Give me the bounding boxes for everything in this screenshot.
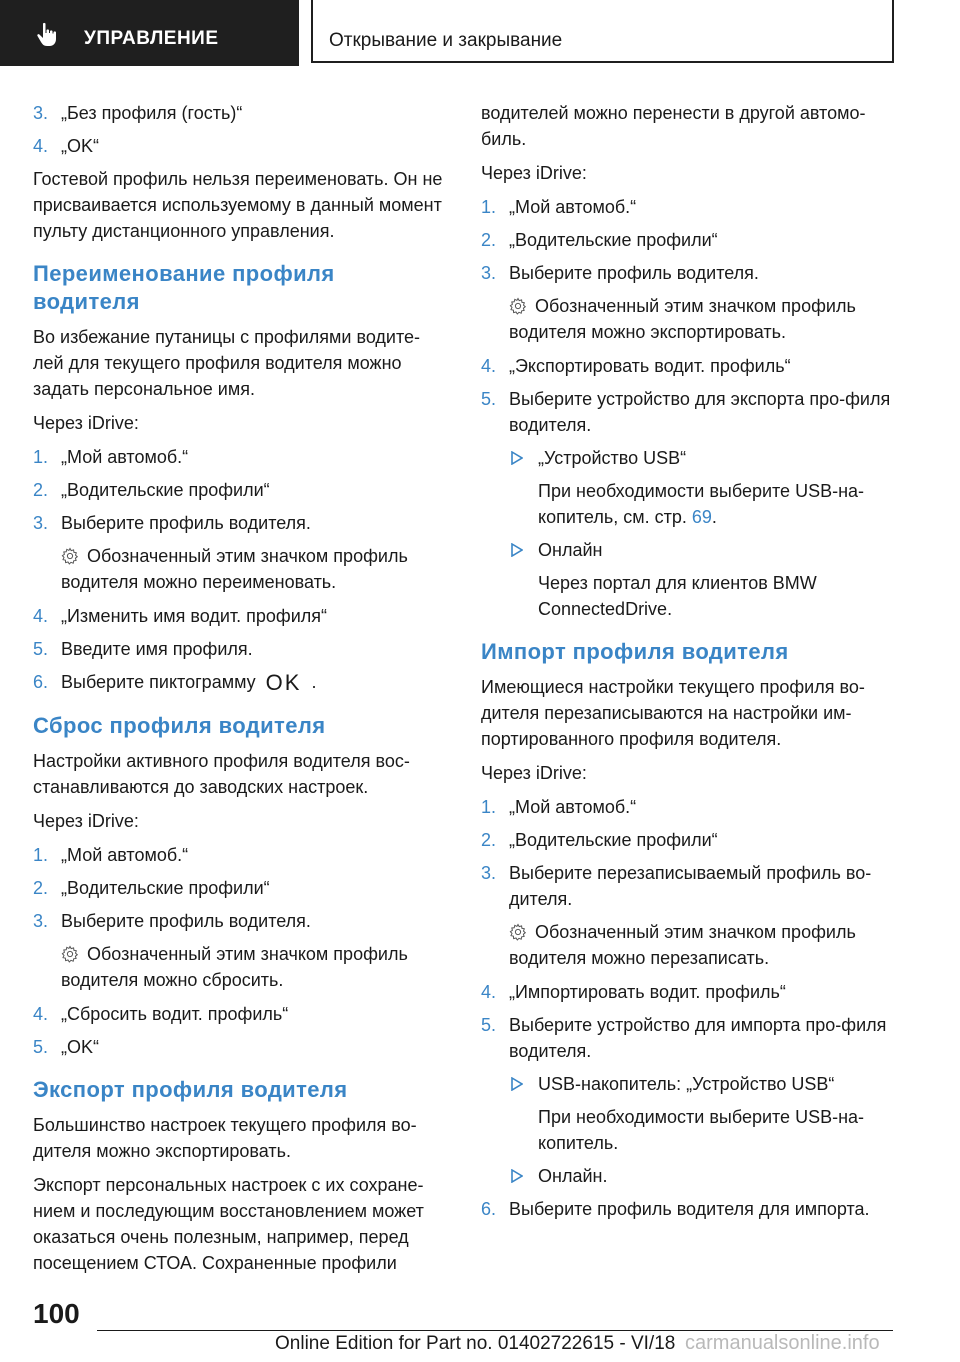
paragraph: Через iDrive:	[33, 413, 139, 433]
list-item	[481, 827, 893, 853]
list-number: 2.	[33, 878, 49, 898]
sub-item-title: USB-накопитель: „Устройство USB“	[538, 1074, 835, 1094]
triangle-bullet-icon	[511, 543, 523, 557]
list-number: 1.	[481, 797, 497, 817]
sub-item-desc	[481, 478, 893, 530]
list-number: 3.	[33, 911, 49, 931]
list-item	[481, 794, 893, 820]
list-text: Введите имя профиля.	[61, 639, 253, 659]
paragraph: водителей можно перенести в другой автомо-биль.	[481, 103, 866, 149]
paragraph: Экспорт персональных настроек с их сохране-нием и последующим восстановлением может оказаться очень полезным, например, перед посещением СТОА. Сохраненные профили	[33, 1175, 424, 1273]
list-item	[33, 1034, 445, 1060]
list-item	[33, 100, 445, 126]
note-text: Обозначенный этим значком профиль водителя можно переименовать.	[61, 546, 408, 592]
triangle-bullet-icon	[511, 1077, 523, 1091]
note-text: Обозначенный этим значком профиль водителя можно экспортировать.	[509, 296, 856, 342]
list-item	[33, 133, 445, 159]
list-item	[481, 227, 893, 253]
note-text: Обозначенный этим значком профиль водителя можно перезаписать.	[509, 922, 856, 968]
sub-item-title: „Устройство USB“	[538, 448, 687, 468]
section-heading: Переименование профиля водителя	[33, 261, 335, 314]
section-tab	[0, 0, 299, 66]
list-item	[33, 842, 445, 868]
sub-item-title: Онлайн.	[538, 1166, 608, 1186]
page-link[interactable]: 69	[691, 507, 712, 527]
section-heading: Импорт профиля водителя	[481, 639, 789, 664]
list-text: „Водительские профили“	[61, 480, 270, 500]
sub-item	[481, 537, 893, 563]
list-number: 4.	[33, 606, 49, 626]
list-text: „Мой автомоб.“	[61, 447, 189, 467]
note	[33, 543, 445, 595]
paragraph: Гостевой профиль нельзя переименовать. Он не присваивается используемому в данный момент пульту дистанционного управления.	[33, 169, 443, 241]
paragraph: Настройки активного профиля водителя вос-станавливаются до заводских настроек.	[33, 751, 410, 797]
list-text: Выберите профиль водителя.	[61, 513, 311, 533]
gear-icon	[61, 547, 79, 565]
list-text: „Сбросить водит. профиль“	[61, 1004, 289, 1024]
list-number: 3.	[481, 263, 497, 283]
right-column	[481, 100, 893, 1229]
list-item	[33, 444, 445, 470]
footer-divider	[97, 1330, 893, 1331]
page-number: 100	[33, 1298, 80, 1329]
paragraph: Через iDrive:	[481, 163, 587, 183]
list-text: Выберите пиктограмму	[61, 672, 256, 692]
sub-item-desc-text: При необходимости выберите USB-на-копитель, см. стр.	[538, 481, 865, 527]
section-title: УПРАВЛЕНИЕ	[84, 28, 219, 49]
section-heading: Сброс профиля водителя	[33, 713, 326, 738]
list-number: 3.	[33, 103, 49, 123]
list-number: 1.	[33, 447, 49, 467]
sub-item-desc-end: .	[711, 507, 717, 527]
list-text: „Водительские профили“	[509, 830, 718, 850]
list-text: „Водительские профили“	[509, 230, 718, 250]
list-number: 6.	[33, 672, 49, 692]
list-number: 5.	[481, 389, 497, 409]
triangle-bullet-icon	[511, 1169, 523, 1183]
list-text: Выберите профиль водителя.	[61, 911, 311, 931]
paragraph: Имеющиеся настройки текущего профиля во-дителя перезаписываются на настройки им-портированного профиля водителя.	[481, 677, 865, 749]
ok-pictogram: OK	[265, 670, 302, 695]
list-text: „Экспортировать водит. профиль“	[509, 356, 791, 376]
list-item	[481, 353, 893, 379]
list-text: „Изменить имя водит. профиля“	[61, 606, 328, 626]
list-item	[481, 386, 893, 438]
note	[481, 919, 893, 971]
list-number: 4.	[481, 982, 497, 1002]
sub-item	[481, 1163, 893, 1189]
list-item	[33, 669, 445, 696]
list-item	[33, 510, 445, 536]
list-text: Выберите устройство для импорта про-филя водителя.	[509, 1015, 887, 1061]
sub-item	[481, 445, 893, 471]
watermark: carmanualsonline.info	[685, 1332, 880, 1354]
page-header	[0, 0, 960, 66]
paragraph: Через iDrive:	[481, 763, 587, 783]
list-text: „Мой автомоб.“	[509, 197, 637, 217]
list-item	[481, 860, 893, 912]
note	[33, 941, 445, 993]
list-text: Выберите устройство для экспорта про-филя водителя.	[509, 389, 891, 435]
note	[481, 293, 893, 345]
hand-pointer-icon	[34, 20, 62, 48]
list-item	[33, 477, 445, 503]
list-text: „Без профиля (гость)“	[61, 103, 243, 123]
sub-item	[481, 1071, 893, 1097]
list-item	[33, 1001, 445, 1027]
list-number: 4.	[33, 1004, 49, 1024]
sub-item-title: Онлайн	[538, 540, 603, 560]
list-text: Выберите профиль водителя для импорта.	[509, 1199, 870, 1219]
list-number: 5.	[33, 1037, 49, 1057]
gear-icon	[509, 923, 527, 941]
list-item	[33, 636, 445, 662]
list-number: 2.	[33, 480, 49, 500]
sub-item-desc: При необходимости выберите USB-на-копитель.	[538, 1107, 865, 1153]
list-number: 2.	[481, 830, 497, 850]
list-item	[481, 194, 893, 220]
list-item	[481, 979, 893, 1005]
list-text: Выберите профиль водителя.	[509, 263, 759, 283]
list-number: 5.	[33, 639, 49, 659]
list-text: „OK“	[61, 136, 99, 156]
list-number: 1.	[33, 845, 49, 865]
paragraph: Во избежание путаницы с профилями водите-лей для текущего профиля водителя можно задать персональное имя.	[33, 327, 421, 399]
list-item	[33, 875, 445, 901]
paragraph: Большинство настроек текущего профиля во-дителя можно экспортировать.	[33, 1115, 417, 1161]
paragraph: Через iDrive:	[33, 811, 139, 831]
topic-tab	[311, 0, 894, 63]
topic-title: Открывание и закрывание	[329, 30, 563, 51]
list-text: „Мой автомоб.“	[61, 845, 189, 865]
list-number: 5.	[481, 1015, 497, 1035]
list-number: 2.	[481, 230, 497, 250]
list-number: 1.	[481, 197, 497, 217]
list-item	[481, 260, 893, 286]
list-number: 6.	[481, 1199, 497, 1219]
list-text-end: .	[311, 672, 317, 692]
list-text: „Импортировать водит. профиль“	[509, 982, 786, 1002]
sub-item-desc: Через портал для клиентов BMW ConnectedDrive.	[538, 573, 817, 619]
list-number: 3.	[33, 513, 49, 533]
list-item	[33, 603, 445, 629]
triangle-bullet-icon	[511, 451, 523, 465]
list-text: „Водительские профили“	[61, 878, 270, 898]
edition-text: Online Edition for Part no. 01402722615 - VI/18	[275, 1333, 676, 1354]
gear-icon	[61, 945, 79, 963]
list-item	[33, 908, 445, 934]
note-text: Обозначенный этим значком профиль водителя можно сбросить.	[61, 944, 408, 990]
list-number: 4.	[481, 356, 497, 376]
list-item	[481, 1196, 893, 1222]
list-number: 4.	[33, 136, 49, 156]
list-number: 3.	[481, 863, 497, 883]
left-column	[33, 100, 445, 1284]
list-item	[481, 1012, 893, 1064]
list-text: „OK“	[61, 1037, 99, 1057]
section-heading: Экспорт профиля водителя	[33, 1077, 348, 1102]
list-text: „Мой автомоб.“	[509, 797, 637, 817]
gear-icon	[509, 297, 527, 315]
list-text: Выберите перезаписываемый профиль во-дителя.	[509, 863, 872, 909]
